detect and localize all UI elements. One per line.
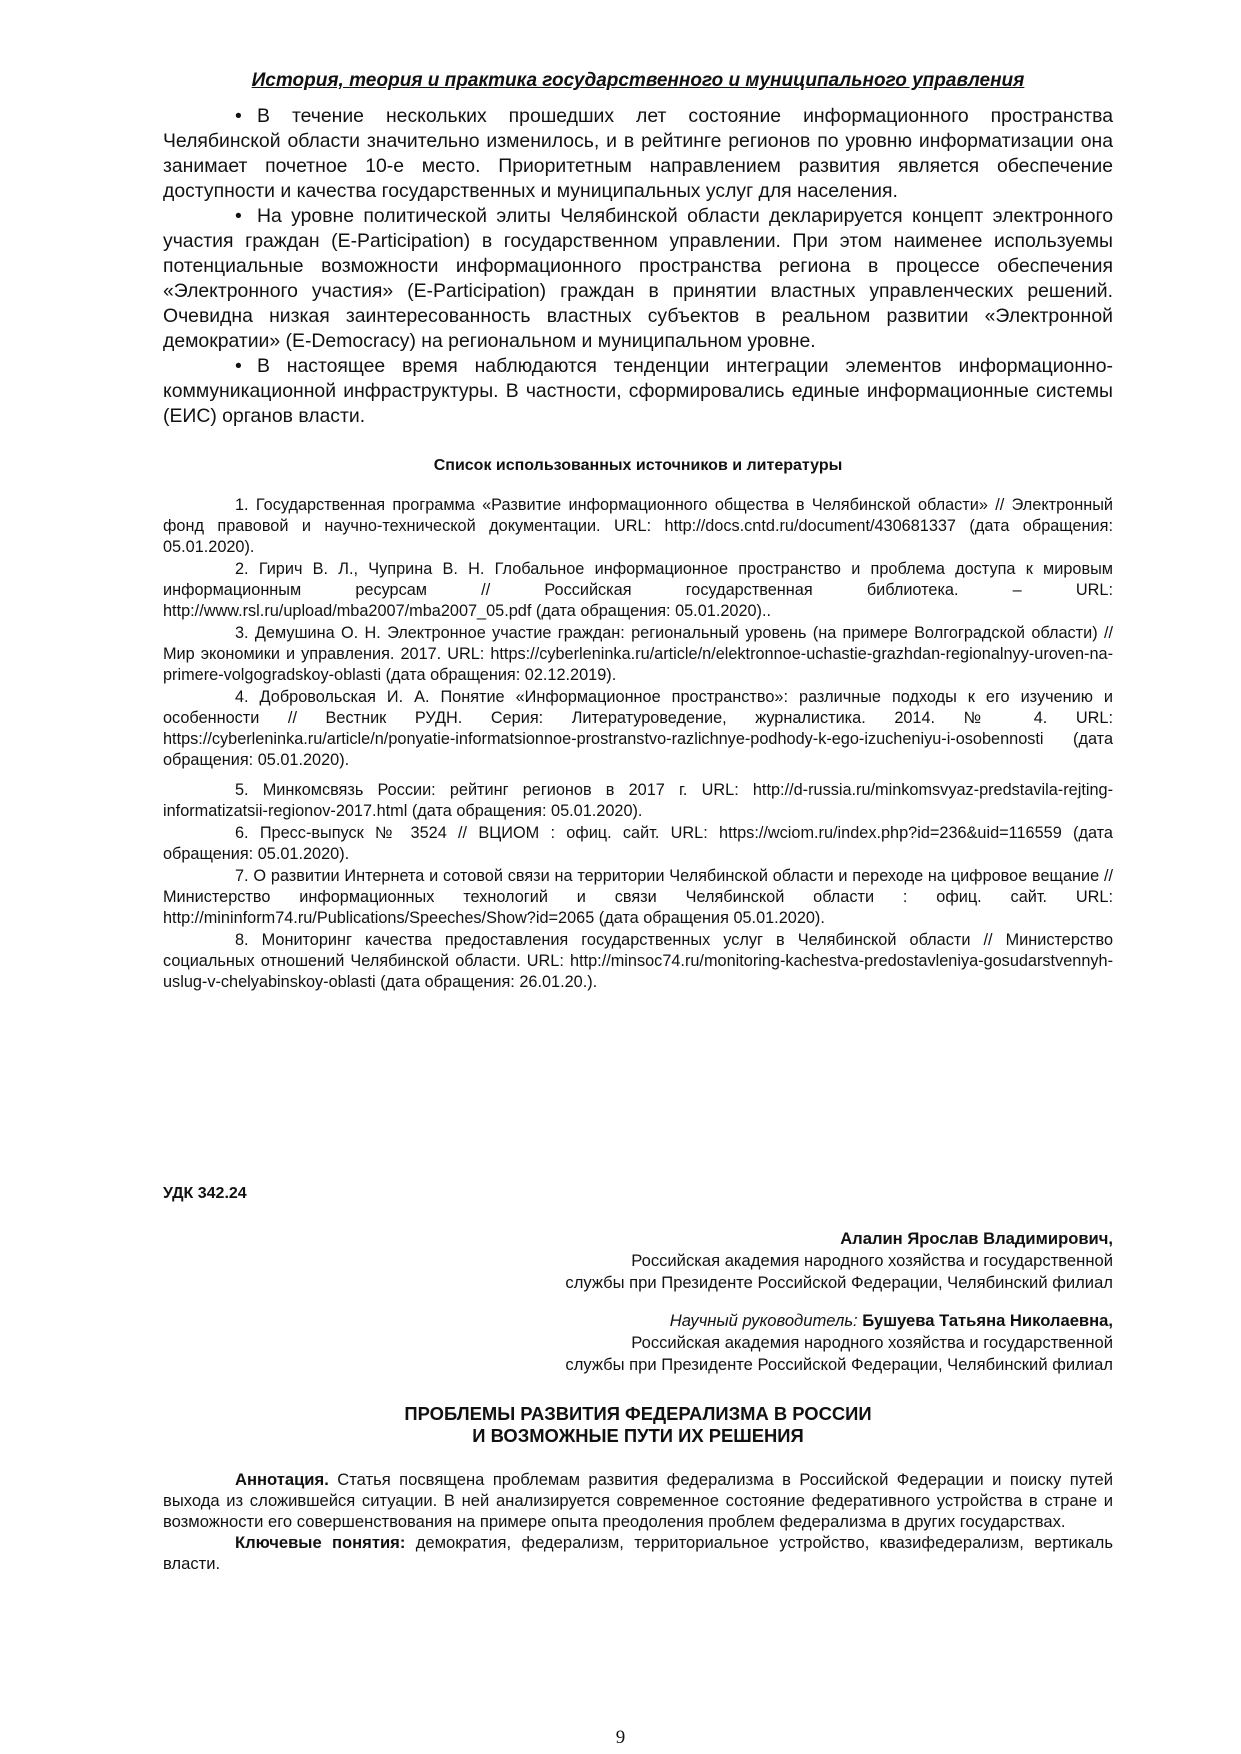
supervisor-role: Научный руководитель: xyxy=(669,1311,858,1330)
page-body xyxy=(163,70,1113,993)
reference-item: 6. Пресс-выпуск № 3524 // ВЦИОМ : офиц. сайт. URL: https://wciom.ru/index.php?id=236&uid=116559 (дата обращения: 05.01.2020). xyxy=(163,824,1113,863)
udk-code: УДК 342.24 xyxy=(163,1185,247,1202)
reference-item: 5. Минкомсвязь России: рейтинг регионов в 2017 г. URL: http://d-russia.ru/minkomsvyaz-predstavila-rejting-informatizatsii-regionov-2017.html (дата обращения: 05.01.2020). xyxy=(163,781,1113,820)
bullet-paragraph xyxy=(163,204,1113,354)
bullet-icon: • xyxy=(235,105,242,127)
reference-item: 8. Мониторинг качества предоставления государственных услуг в Челябинской области // Министерство социальных отношений Челябинской области. URL: http://minsoc74.ru/monitoring-kachestva-predostavleniya-gosudarstvennyh-uslug-v-chelyabinskoy-oblasti (дата обращения: 26.01.20.). xyxy=(163,931,1113,991)
bullet-paragraph xyxy=(163,354,1113,429)
article-title xyxy=(163,1403,1113,1447)
reference-item: 7. О развитии Интернета и сотовой связи на территории Челябинской области и переходе на цифровое вещание // Министерство информационных технологий и связи Челябинской области : офиц. сайт. URL: http://mininform74.ru/Publications/Speeches/Show?id=2065 (дата обращения 05.01.2020). xyxy=(163,867,1113,927)
bullet-icon: • xyxy=(235,205,242,227)
author-affiliation: Российская академия народного хозяйства и государственной xyxy=(631,1251,1113,1270)
references-title: Список использованных источников и литературы xyxy=(433,457,843,474)
author-block xyxy=(565,1228,1113,1294)
abstract-label: Аннотация. xyxy=(235,1470,329,1489)
keywords-text: демократия, федерализм, территориальное устройство, квазифедерализм, вертикаль власти. xyxy=(163,1533,1113,1573)
article-title-line: И ВОЗМОЖНЫЕ ПУТИ ИХ РЕШЕНИЯ xyxy=(472,1425,804,1446)
supervisor-block xyxy=(565,1310,1113,1376)
supervisor-affiliation: службы при Президенте Российской Федерации, Челябинский филиал xyxy=(565,1355,1113,1374)
supervisor-line xyxy=(565,1310,1113,1332)
bullet-icon: • xyxy=(235,355,242,377)
bullet-text: В течение нескольких прошедших лет состояние информационного пространства Челябинской области значительно изменилось, и в рейтинге регионов по уровню информатизации она занимает почетное 10-е место. Приоритетным направлением развития является обеспечение доступности и качества государственных и муниципальных услуг для населения. xyxy=(163,105,1113,202)
bullet-text: В настоящее время наблюдаются тенденции интеграции элементов информационно-коммуникационной инфраструктуры. В частности, сформировались единые информационные системы (ЕИС) органов власти. xyxy=(163,355,1113,427)
abstract-paragraph xyxy=(163,1469,1113,1532)
bullet-text: На уровне политической элиты Челябинской области декларируется концепт электронного участия граждан (E-Participation) в государственном управлении. При этом наименее используемы потенциальные возможности информационного пространства региона в процессе обеспечения «Электронного участия» (E-Participation) граждан в принятии властных управленческих решений. Очевидна низкая заинтересованность властных субъектов в реальном развитии «Электронной демократии» (E-Democracy) на региональном и муниципальном уровне. xyxy=(163,205,1113,352)
page-number: 9 xyxy=(615,1727,626,1748)
reference-item: 2. Гирич В. Л., Чуприна В. Н. Глобальное информационное пространство и проблема доступа к мировым информационным ресурсам // Российская государственная библиотека. – URL: http://www.rsl.ru/upload/mba2007/mba2007_05.pdf (дата обращения: 05.01.2020).. xyxy=(163,560,1113,620)
reference-item: 1. Государственная программа «Развитие информационного общества в Челябинской области» // Электронный фонд правовой и научно-технической документации. URL: http://docs.cntd.ru/document/430681337 (дата обращения: 05.01.2020). xyxy=(163,496,1113,556)
keywords-label: Ключевые понятия: xyxy=(235,1533,406,1552)
running-head: История, теория и практика государственного и муниципального управления xyxy=(251,70,1025,91)
author-affiliation: службы при Президенте Российской Федерации, Челябинский филиал xyxy=(565,1273,1113,1292)
supervisor-name: Бушуева Татьяна Николаевна, xyxy=(862,1311,1113,1330)
abstract-text: Статья посвящена проблемам развития федерализма в Российской Федерации и поиску путей выхода из сложившейся ситуации. В ней анализируется современное состояние федеративного устройства в стране и возможности его совершенствования на примере опыта преодоления проблем федерализма в других государствах. xyxy=(163,1470,1113,1531)
keywords-paragraph xyxy=(163,1532,1113,1574)
reference-item: 4. Добровольская И. А. Понятие «Информационное пространство»: различные подходы к его изучению и особенности // Вестник РУДН. Серия: Литературоведение, журналистика. 2014. № 4. URL: https://cyberleninka.ru/article/n/ponyatie-informatsionnoe-prostranstvo-razlichnye-podhody-k-ego-izucheniyu-i-osobennosti (дата обращения: 05.01.2020). xyxy=(163,688,1113,769)
article-title-line: ПРОБЛЕМЫ РАЗВИТИЯ ФЕДЕРАЛИЗМА В РОССИИ xyxy=(404,1403,872,1424)
abstract-section xyxy=(163,1469,1113,1574)
bullet-paragraph xyxy=(163,104,1113,204)
author-name: Алалин Ярослав Владимирович, xyxy=(840,1229,1113,1248)
reference-item: 3. Демушина О. Н. Электронное участие граждан: региональный уровень (на примере Волгоградской области) // Мир экономики и управления. 2017. URL: https://cyberleninka.ru/article/n/elektronnoe-uchastie-grazhdan-regionalnyy-uroven-na-primere-volgogradskoy-oblasti (дата обращения: 02.12.2019). xyxy=(163,624,1113,684)
supervisor-affiliation: Российская академия народного хозяйства и государственной xyxy=(631,1333,1113,1352)
